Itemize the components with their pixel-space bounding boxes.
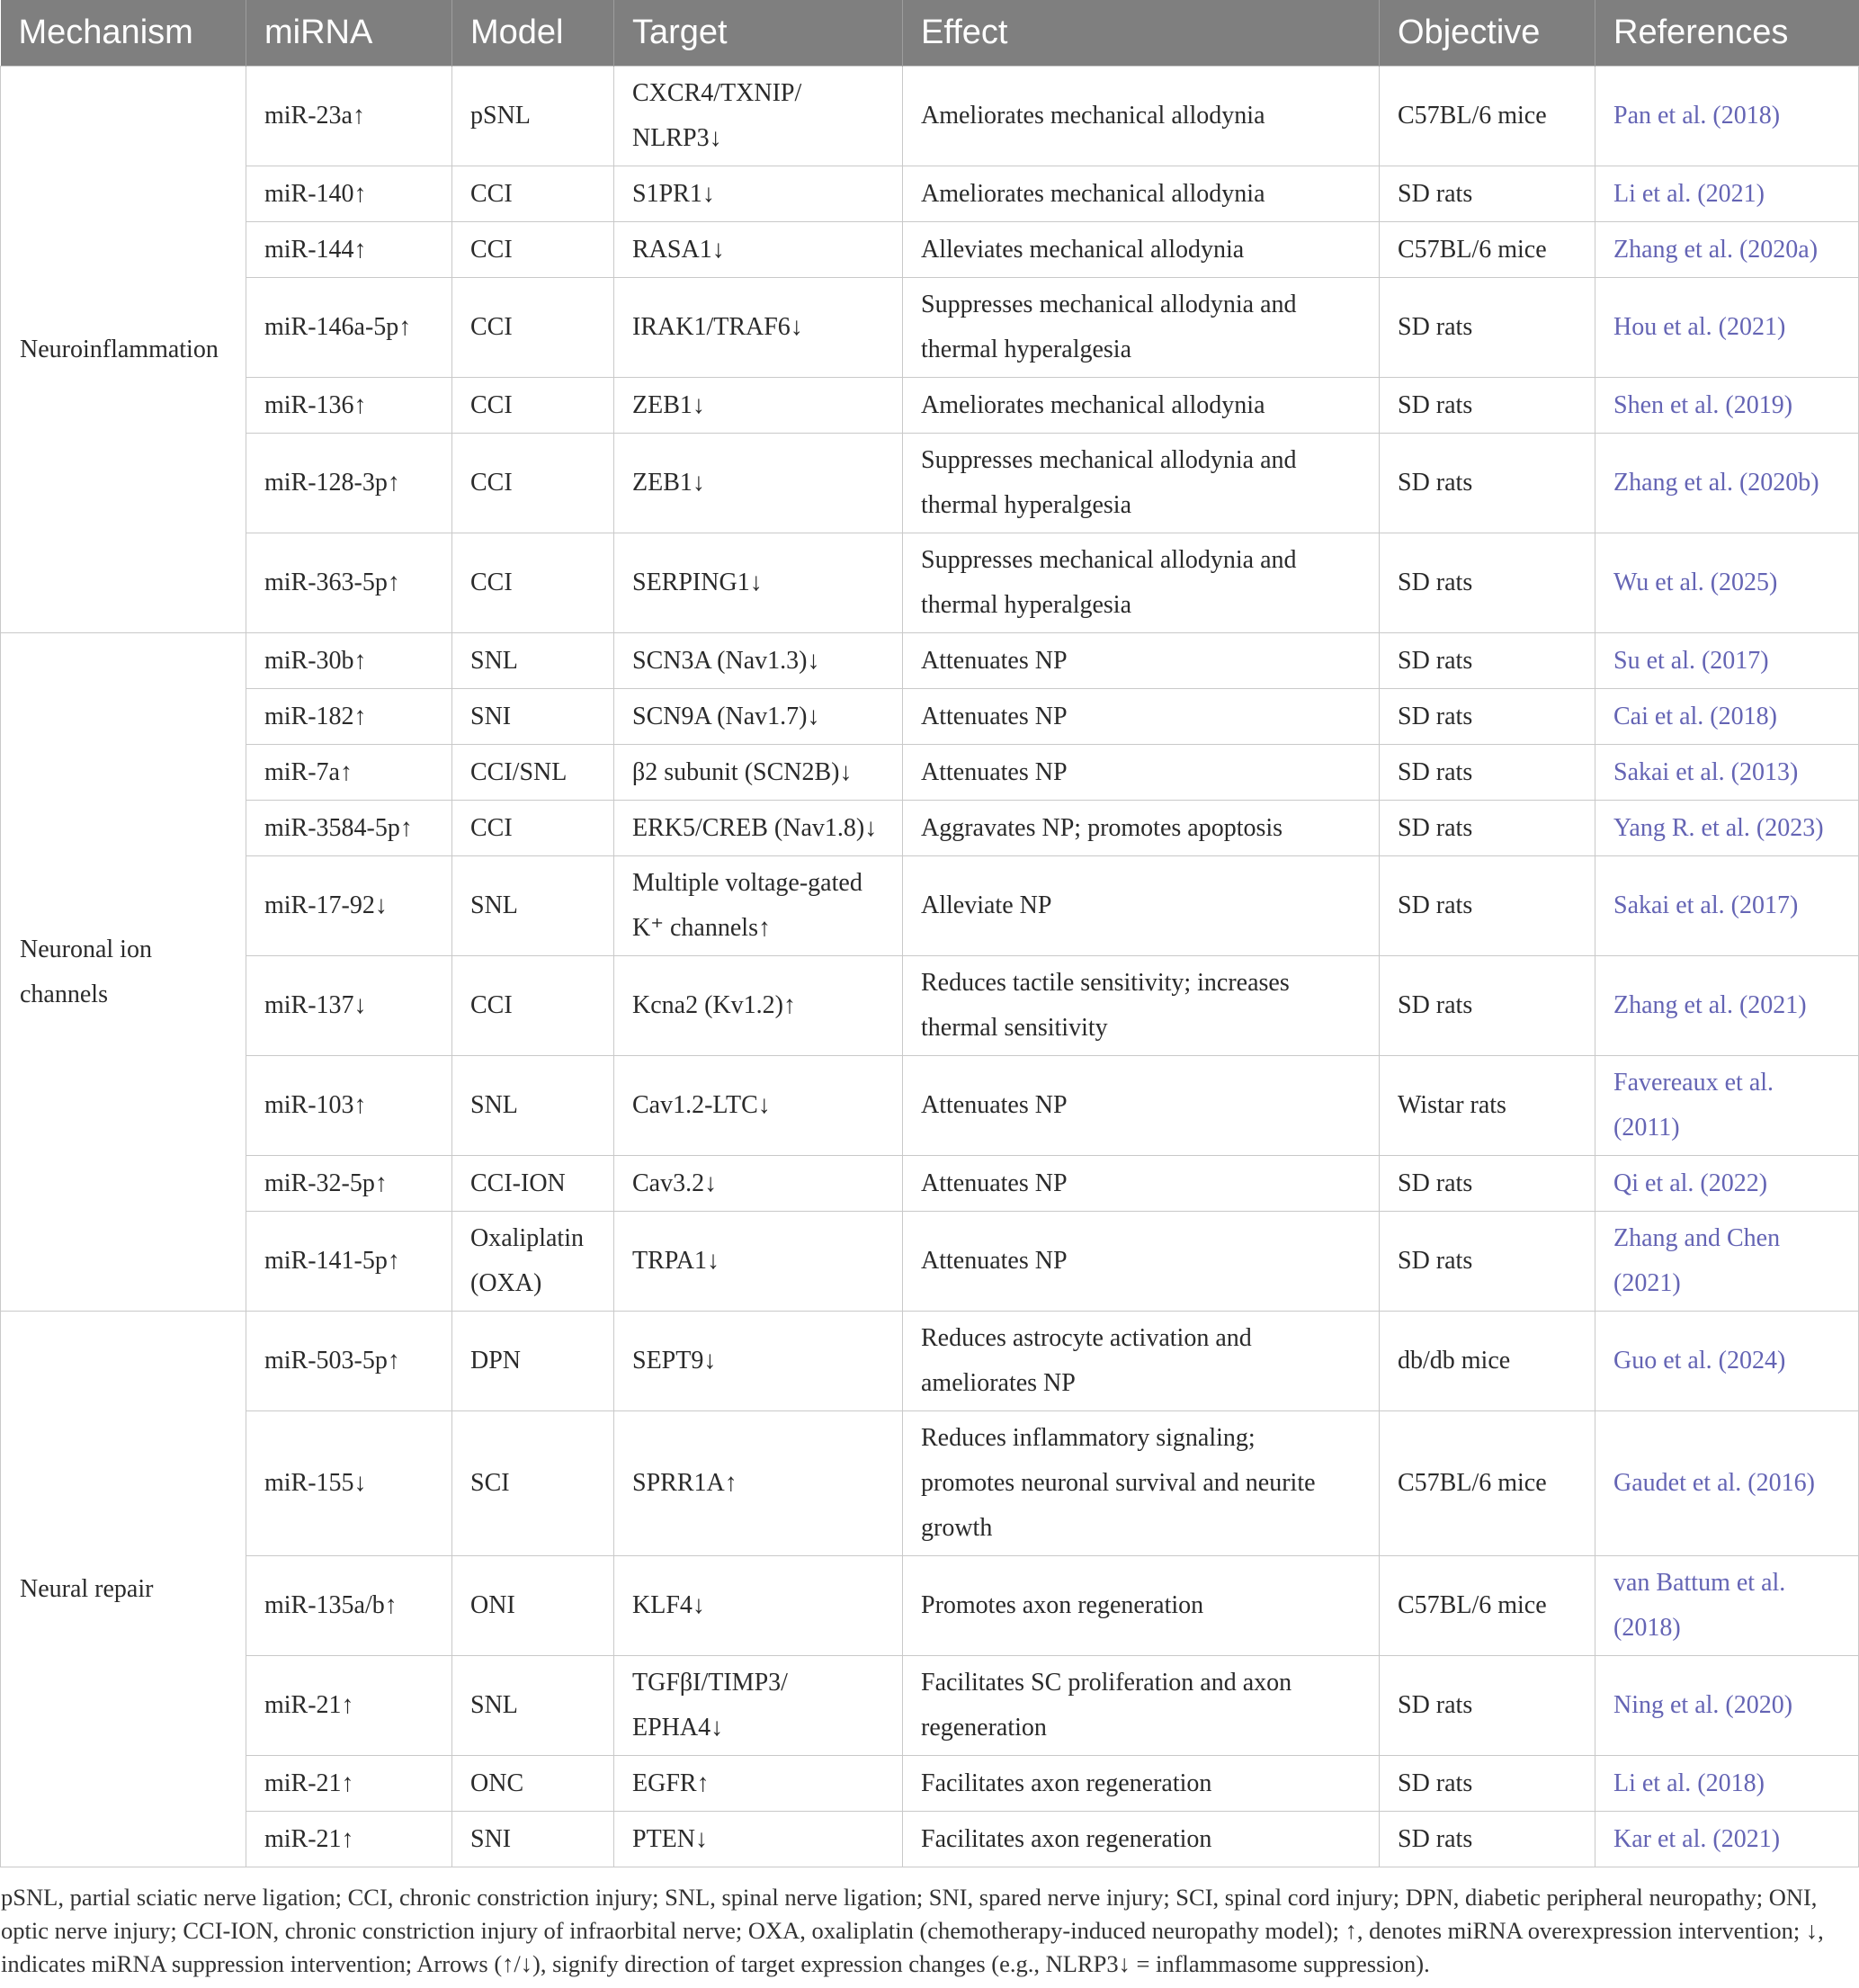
mechanism-cell: Neuroinflammation	[1, 67, 246, 633]
objective-cell: C57BL/6 mice	[1380, 67, 1595, 166]
objective-cell: SD rats	[1380, 1212, 1595, 1312]
target-cell: IRAK1/TRAF6↓	[614, 278, 903, 378]
target-cell: ERK5/CREB (Nav1.8)↓	[614, 801, 903, 856]
objective-cell: SD rats	[1380, 745, 1595, 801]
effect-cell	[903, 434, 1380, 533]
cell-line: Suppresses mechanical allodynia and	[921, 446, 1297, 474]
cell-line: CXCR4/TXNIP/	[632, 79, 802, 107]
table-row	[1, 67, 1859, 166]
objective-cell: SD rats	[1380, 434, 1595, 533]
table-row	[1, 278, 1859, 378]
effect-cell: Alleviates mechanical allodynia	[903, 222, 1380, 278]
cell-line: growth	[921, 1514, 993, 1542]
objective-cell: SD rats	[1380, 1756, 1595, 1812]
mirna-cell: miR-146a-5p↑	[246, 278, 452, 378]
header-mirna: miRNA	[246, 0, 452, 67]
mirna-cell: miR-503-5p↑	[246, 1312, 452, 1411]
reference-link[interactable]: Hou et al. (2021)	[1595, 278, 1859, 378]
model-cell: CCI	[452, 166, 614, 222]
target-cell: Kcna2 (Kv1.2)↑	[614, 956, 903, 1056]
objective-cell: SD rats	[1380, 533, 1595, 633]
cell-line: K⁺ channels↑	[632, 914, 771, 942]
model-cell: CCI	[452, 222, 614, 278]
objective-cell: C57BL/6 mice	[1380, 222, 1595, 278]
cell-line: EPHA4↓	[632, 1714, 724, 1742]
effect-cell: Attenuates NP	[903, 689, 1380, 745]
target-cell	[614, 856, 903, 956]
reference-link[interactable]: Sakai et al. (2013)	[1595, 745, 1859, 801]
table-row	[1, 1656, 1859, 1756]
header-effect: Effect	[903, 0, 1380, 67]
cell-line: TGFβI/TIMP3/	[632, 1669, 788, 1697]
model-cell: SNI	[452, 689, 614, 745]
cell-line: Suppresses mechanical allodynia and	[921, 291, 1297, 318]
target-cell: SCN9A (Nav1.7)↓	[614, 689, 903, 745]
objective-cell: SD rats	[1380, 278, 1595, 378]
reference-link[interactable]: Gaudet et al. (2016)	[1595, 1411, 1859, 1556]
cell-line: thermal hyperalgesia	[921, 491, 1132, 519]
model-cell: DPN	[452, 1312, 614, 1411]
cell-line[interactable]: Zhang and Chen	[1613, 1224, 1781, 1252]
reference-link[interactable]: Ning et al. (2020)	[1595, 1656, 1859, 1756]
objective-cell: SD rats	[1380, 1656, 1595, 1756]
mirna-cell: miR-7a↑	[246, 745, 452, 801]
objective-cell: Wistar rats	[1380, 1056, 1595, 1156]
reference-link[interactable]: Li et al. (2021)	[1595, 166, 1859, 222]
model-cell	[452, 1212, 614, 1312]
model-cell: CCI	[452, 278, 614, 378]
model-cell: SCI	[452, 1411, 614, 1556]
cell-line: thermal hyperalgesia	[921, 336, 1132, 363]
cell-line: Reduces astrocyte activation and	[921, 1324, 1252, 1352]
mirna-cell: miR-103↑	[246, 1056, 452, 1156]
mechanism-cell	[1, 633, 246, 1312]
target-cell: β2 subunit (SCN2B)↓	[614, 745, 903, 801]
table-row	[1, 1411, 1859, 1556]
header-objective: Objective	[1380, 0, 1595, 67]
objective-cell: SD rats	[1380, 633, 1595, 689]
model-cell: CCI	[452, 434, 614, 533]
model-cell: CCI-ION	[452, 1156, 614, 1212]
target-cell: ZEB1↓	[614, 434, 903, 533]
effect-cell: Ameliorates mechanical allodynia	[903, 378, 1380, 434]
table-row	[1, 1156, 1859, 1212]
target-cell: SEPT9↓	[614, 1312, 903, 1411]
effect-cell: Attenuates NP	[903, 745, 1380, 801]
target-cell: ZEB1↓	[614, 378, 903, 434]
mirna-cell: miR-30b↑	[246, 633, 452, 689]
reference-link[interactable]: Qi et al. (2022)	[1595, 1156, 1859, 1212]
cell-line: regeneration	[921, 1714, 1047, 1742]
effect-cell: Ameliorates mechanical allodynia	[903, 67, 1380, 166]
target-cell: SERPING1↓	[614, 533, 903, 633]
effect-cell: Ameliorates mechanical allodynia	[903, 166, 1380, 222]
table-row	[1, 1756, 1859, 1812]
effect-cell: Attenuates NP	[903, 1212, 1380, 1312]
effect-cell	[903, 278, 1380, 378]
model-cell: ONC	[452, 1756, 614, 1812]
mirna-cell: miR-3584-5p↑	[246, 801, 452, 856]
target-cell: RASA1↓	[614, 222, 903, 278]
reference-link[interactable]: Zhang et al. (2021)	[1595, 956, 1859, 1056]
model-cell: CCI	[452, 801, 614, 856]
table-row	[1, 434, 1859, 533]
table-row	[1, 166, 1859, 222]
mirna-cell: miR-21↑	[246, 1812, 452, 1867]
header-mechanism: Mechanism	[1, 0, 246, 67]
effect-cell: Alleviate NP	[903, 856, 1380, 956]
effect-cell	[903, 1656, 1380, 1756]
table-row	[1, 1556, 1859, 1656]
effect-cell: Attenuates NP	[903, 1056, 1380, 1156]
reference-link[interactable]: Li et al. (2018)	[1595, 1756, 1859, 1812]
objective-cell: SD rats	[1380, 956, 1595, 1056]
cell-line: thermal sensitivity	[921, 1014, 1108, 1042]
table-footnote: pSNL, partial sciatic nerve ligation; CCI, chronic constriction injury; SNL, spinal nerve ligation; SNI, spared nerve injury; SCI, spinal cord injury; DPN, diabetic peripheral neuropathy; ONI, optic nerve injury; CCI-ION, chronic constriction injury of infraorbital nerve; OXA, oxaliplatin (chemotherapy-induced neuropathy model); ↑, denotes miRNA overexpression intervention; ↓, indicates miRNA suppression intervention; Arrows (↑/↓), signify direction of target expression changes (e.g., NLRP3↓ = inflammasome suppression).	[1, 1884, 1824, 1977]
model-cell: CCI	[452, 533, 614, 633]
mirna-cell: miR-141-5p↑	[246, 1212, 452, 1312]
table-row	[1, 956, 1859, 1056]
cell-line: ameliorates NP	[921, 1369, 1076, 1397]
mirna-cell: miR-32-5p↑	[246, 1156, 452, 1212]
effect-cell: Attenuates NP	[903, 1156, 1380, 1212]
effect-cell: Facilitates axon regeneration	[903, 1756, 1380, 1812]
reference-link[interactable]	[1595, 1056, 1859, 1156]
mechanism-cell: Neural repair	[1, 1312, 246, 1867]
cell-line[interactable]: (2018)	[1613, 1614, 1681, 1642]
table-row	[1, 1812, 1859, 1867]
target-cell: EGFR↑	[614, 1756, 903, 1812]
cell-line: Reduces tactile sensitivity; increases	[921, 969, 1290, 997]
reference-link[interactable]: Sakai et al. (2017)	[1595, 856, 1859, 956]
effect-cell: Aggravates NP; promotes apoptosis	[903, 801, 1380, 856]
table-row	[1, 856, 1859, 956]
reference-link[interactable]: Zhang et al. (2020a)	[1595, 222, 1859, 278]
effect-cell	[903, 956, 1380, 1056]
cell-line: NLRP3↓	[632, 124, 722, 152]
table-row	[1, 1056, 1859, 1156]
objective-cell: C57BL/6 mice	[1380, 1411, 1595, 1556]
mirna-cell: miR-182↑	[246, 689, 452, 745]
objective-cell: SD rats	[1380, 689, 1595, 745]
model-cell: SNI	[452, 1812, 614, 1867]
effect-cell	[903, 1411, 1380, 1556]
reference-link[interactable]	[1595, 1212, 1859, 1312]
model-cell: ONI	[452, 1556, 614, 1656]
objective-cell: SD rats	[1380, 801, 1595, 856]
mirna-cell: miR-363-5p↑	[246, 533, 452, 633]
reference-link[interactable]: Zhang et al. (2020b)	[1595, 434, 1859, 533]
table-row	[1, 689, 1859, 745]
table-row	[1, 222, 1859, 278]
header-row	[1, 0, 1859, 67]
model-cell: CCI	[452, 378, 614, 434]
header-target: Target	[614, 0, 903, 67]
cell-line: Neuronal ion	[20, 935, 152, 963]
table-body	[1, 67, 1859, 1867]
mirna-cell: miR-135a/b↑	[246, 1556, 452, 1656]
target-cell	[614, 67, 903, 166]
effect-cell: Facilitates axon regeneration	[903, 1812, 1380, 1867]
model-cell: CCI	[452, 956, 614, 1056]
mirna-cell: miR-21↑	[246, 1756, 452, 1812]
reference-link[interactable]: Pan et al. (2018)	[1595, 67, 1859, 166]
cell-line[interactable]: van Battum et al.	[1613, 1569, 1786, 1597]
cell-line: Reduces inflammatory signaling;	[921, 1424, 1256, 1452]
reference-link[interactable]: Kar et al. (2021)	[1595, 1812, 1859, 1867]
table-row	[1, 533, 1859, 633]
objective-cell: SD rats	[1380, 1812, 1595, 1867]
cell-line[interactable]: (2011)	[1613, 1114, 1680, 1142]
model-cell: CCI/SNL	[452, 745, 614, 801]
model-cell: SNL	[452, 1056, 614, 1156]
target-cell: TRPA1↓	[614, 1212, 903, 1312]
cell-line: channels	[20, 980, 108, 1008]
reference-link[interactable]: Su et al. (2017)	[1595, 633, 1859, 689]
reference-link[interactable]: Yang R. et al. (2023)	[1595, 801, 1859, 856]
model-cell: SNL	[452, 633, 614, 689]
mirna-cell: miR-128-3p↑	[246, 434, 452, 533]
cell-line[interactable]: (2021)	[1613, 1269, 1681, 1297]
cell-line: (OXA)	[470, 1269, 542, 1297]
effect-cell	[903, 1312, 1380, 1411]
table-row	[1, 1312, 1859, 1411]
cell-line: Suppresses mechanical allodynia and	[921, 546, 1297, 574]
mirna-cell: miR-136↑	[246, 378, 452, 434]
target-cell: PTEN↓	[614, 1812, 903, 1867]
mirna-cell: miR-17-92↓	[246, 856, 452, 956]
header-model: Model	[452, 0, 614, 67]
mirna-cell: miR-23a↑	[246, 67, 452, 166]
table-row	[1, 1212, 1859, 1312]
objective-cell: SD rats	[1380, 856, 1595, 956]
target-cell: S1PR1↓	[614, 166, 903, 222]
objective-cell: SD rats	[1380, 378, 1595, 434]
reference-link[interactable]	[1595, 1556, 1859, 1656]
reference-link[interactable]: Shen et al. (2019)	[1595, 378, 1859, 434]
objective-cell: SD rats	[1380, 1156, 1595, 1212]
effect-cell	[903, 533, 1380, 633]
mirna-cell: miR-137↓	[246, 956, 452, 1056]
cell-line: promotes neuronal survival and neurite	[921, 1469, 1316, 1497]
objective-cell: db/db mice	[1380, 1312, 1595, 1411]
reference-link[interactable]: Cai et al. (2018)	[1595, 689, 1859, 745]
table-row	[1, 801, 1859, 856]
cell-line: Multiple voltage-gated	[632, 869, 862, 897]
target-cell: Cav1.2-LTC↓	[614, 1056, 903, 1156]
target-cell: SPRR1A↑	[614, 1411, 903, 1556]
target-cell	[614, 1656, 903, 1756]
mirna-cell: miR-21↑	[246, 1656, 452, 1756]
mirna-cell: miR-140↑	[246, 166, 452, 222]
objective-cell: SD rats	[1380, 166, 1595, 222]
cell-line[interactable]: Favereaux et al.	[1613, 1069, 1774, 1097]
table-row	[1, 378, 1859, 434]
cell-line: Facilitates SC proliferation and axon	[921, 1669, 1292, 1697]
target-cell: SCN3A (Nav1.3)↓	[614, 633, 903, 689]
mirna-cell: miR-144↑	[246, 222, 452, 278]
header-references: References	[1595, 0, 1859, 67]
model-cell: SNL	[452, 1656, 614, 1756]
cell-line: thermal hyperalgesia	[921, 591, 1132, 619]
target-cell: KLF4↓	[614, 1556, 903, 1656]
target-cell: Cav3.2↓	[614, 1156, 903, 1212]
objective-cell: C57BL/6 mice	[1380, 1556, 1595, 1656]
mirna-cell: miR-155↓	[246, 1411, 452, 1556]
table-row	[1, 633, 1859, 689]
table-row	[1, 745, 1859, 801]
model-cell: pSNL	[452, 67, 614, 166]
effect-cell: Attenuates NP	[903, 633, 1380, 689]
model-cell: SNL	[452, 856, 614, 956]
reference-link[interactable]: Guo et al. (2024)	[1595, 1312, 1859, 1411]
cell-line: Oxaliplatin	[470, 1224, 584, 1252]
effect-cell: Promotes axon regeneration	[903, 1556, 1380, 1656]
reference-link[interactable]: Wu et al. (2025)	[1595, 533, 1859, 633]
